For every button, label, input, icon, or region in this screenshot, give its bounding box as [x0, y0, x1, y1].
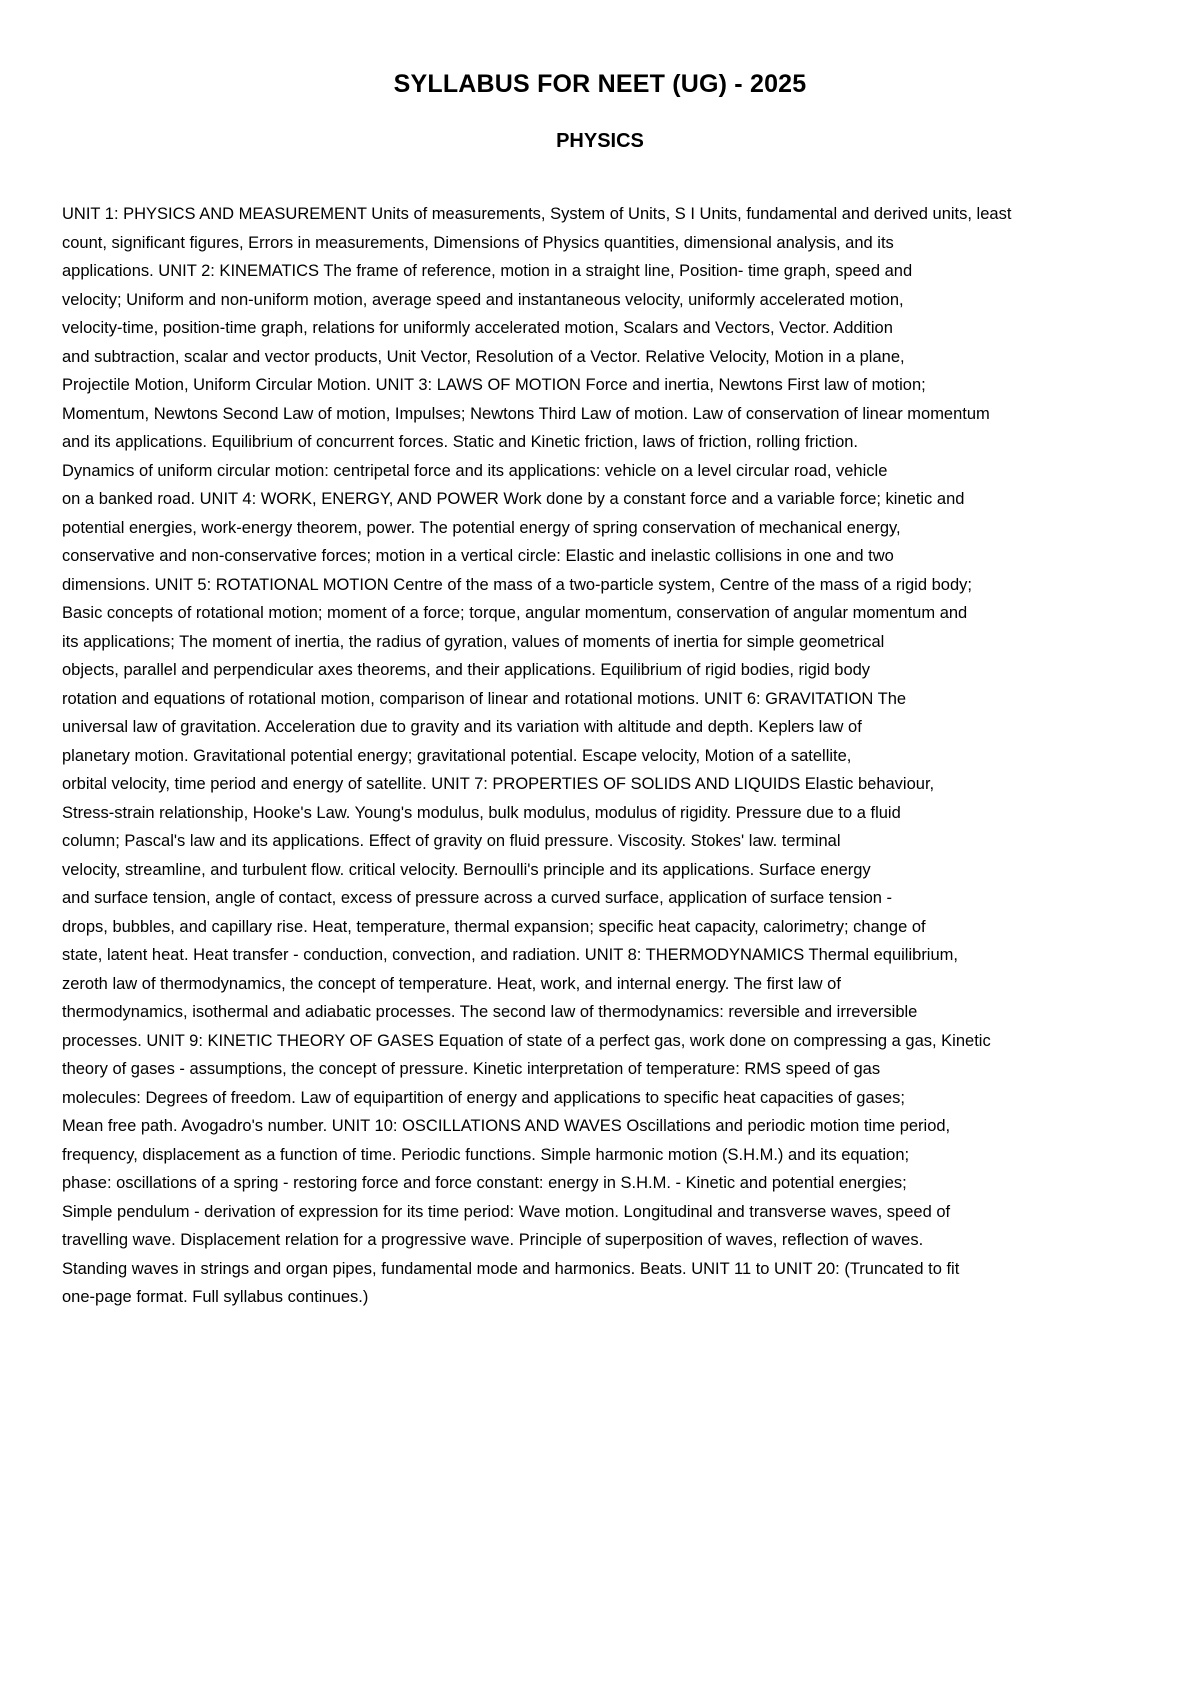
syllabus-line: molecules: Degrees of freedom. Law of equipartition of energy and applications to specific heat capacities of gases; [62, 1088, 905, 1107]
syllabus-line: Momentum, Newtons Second Law of motion, Impulses; Newtons Third Law of motion. Law of conservation of linear momentum [62, 404, 990, 423]
syllabus-line: conservative and non-conservative forces; motion in a vertical circle: Elastic and inelastic collisions in one and two [62, 547, 894, 565]
syllabus-line: Mean free path. Avogadro's number. UNIT 10: OSCILLATIONS AND WAVES Oscillations and periodic motion time period, [62, 1117, 951, 1135]
syllabus-line: state, latent heat. Heat transfer - conduction, convection, and radiation. UNIT 8: THERMODYNAMICS Thermal equilibrium, [62, 946, 958, 964]
syllabus-line: velocity, streamline, and turbulent flow. critical velocity. Bernoulli's principle and its applications. Surface energy [62, 860, 871, 879]
syllabus-line: universal law of gravitation. Acceleration due to gravity and its variation with altitude and depth. Keplers law of [62, 718, 862, 736]
syllabus-line: and its applications. Equilibrium of concurrent forces. Static and Kinetic friction, laws of friction, rolling friction. [62, 433, 859, 451]
syllabus-line: theory of gases - assumptions, the concept of pressure. Kinetic interpretation of temperature: RMS speed of gas [62, 1060, 881, 1078]
page-title: SYLLABUS FOR NEET (UG) - 2025 [393, 70, 807, 98]
syllabus-line: one-page format. Full syllabus continues.) [62, 1288, 369, 1306]
syllabus-line: and subtraction, scalar and vector products, Unit Vector, Resolution of a Vector. Relative Velocity, Motion in a plane, [62, 347, 905, 366]
syllabus-line: velocity-time, position-time graph, relations for uniformly accelerated motion, Scalars and Vectors, Vector. Addition [62, 319, 893, 337]
syllabus-line: Projectile Motion, Uniform Circular Motion. UNIT 3: LAWS OF MOTION Force and inertia, Newtons First law of motion; [62, 376, 926, 394]
syllabus-line: applications. UNIT 2: KINEMATICS The frame of reference, motion in a straight line, Position- time graph, speed and [62, 262, 913, 280]
syllabus-line: frequency, displacement as a function of time. Periodic functions. Simple harmonic motion (S.H.M.) and its equation; [62, 1145, 910, 1164]
syllabus-line: its applications; The moment of inertia, the radius of gyration, values of moments of inertia for simple geometrical [62, 632, 885, 651]
syllabus-line: phase: oscillations of a spring - restoring force and force constant: energy in S.H.M. - Kinetic and potential energies; [62, 1174, 907, 1192]
syllabus-line: count, significant figures, Errors in measurements, Dimensions of Physics quantities, dimensional analysis, and its [62, 233, 894, 252]
syllabus-line: orbital velocity, time period and energy of satellite. UNIT 7: PROPERTIES OF SOLIDS AND LIQUIDS Elastic behaviour, [62, 775, 935, 793]
syllabus-body [62, 200, 1142, 1312]
syllabus-line: velocity; Uniform and non-uniform motion, average speed and instantaneous velocity, uniformly accelerated motion, [62, 290, 904, 309]
syllabus-line: objects, parallel and perpendicular axes theorems, and their applications. Equilibrium of rigid bodies, rigid body [62, 661, 871, 679]
syllabus-line: Stress-strain relationship, Hooke's Law. Young's modulus, bulk modulus, modulus of rigidity. Pressure due to a fluid [62, 803, 901, 822]
syllabus-line: Basic concepts of rotational motion; moment of a force; torque, angular momentum, conservation of angular momentum and [62, 604, 968, 622]
syllabus-line: Standing waves in strings and organ pipes, fundamental mode and harmonics. Beats. UNIT 11 to UNIT 20: (Truncated to fit [62, 1259, 960, 1278]
syllabus-line: drops, bubbles, and capillary rise. Heat, temperature, thermal expansion; specific heat capacity, calorimetry; change of [62, 917, 926, 936]
syllabus-line: thermodynamics, isothermal and adiabatic processes. The second law of thermodynamics: reversible and irreversible [62, 1003, 918, 1021]
syllabus-line: on a banked road. UNIT 4: WORK, ENERGY, AND POWER Work done by a constant force and a variable force; kinetic and [62, 490, 965, 508]
subject-heading: PHYSICS [556, 130, 644, 152]
syllabus-line: planetary motion. Gravitational potential energy; gravitational potential. Escape velocity, Motion of a satellite, [62, 746, 852, 765]
syllabus-line: Simple pendulum - derivation of expression for its time period: Wave motion. Longitudinal and transverse waves, speed of [62, 1202, 951, 1221]
syllabus-line: zeroth law of thermodynamics, the concept of temperature. Heat, work, and internal energy. The first law of [62, 974, 841, 993]
syllabus-line: and surface tension, angle of contact, excess of pressure across a curved surface, application of surface tension - [62, 889, 893, 907]
syllabus-line: travelling wave. Displacement relation for a progressive wave. Principle of superposition of waves, reflection of waves. [62, 1231, 924, 1249]
syllabus-line: Dynamics of uniform circular motion: centripetal force and its applications: vehicle on a level circular road, vehicle [62, 461, 888, 480]
syllabus-line: column; Pascal's law and its applications. Effect of gravity on fluid pressure. Viscosity. Stokes' law. terminal [62, 832, 841, 850]
syllabus-line: potential energies, work-energy theorem, power. The potential energy of spring conservation of mechanical energy, [62, 518, 901, 537]
syllabus-line: dimensions. UNIT 5: ROTATIONAL MOTION Centre of the mass of a two-particle system, Centre of the mass of a rigid body; [62, 575, 972, 594]
syllabus-line: rotation and equations of rotational motion, comparison of linear and rotational motions. UNIT 6: GRAVITATION The [62, 689, 907, 708]
syllabus-line: processes. UNIT 9: KINETIC THEORY OF GASES Equation of state of a perfect gas, work done on compressing a gas, Kinetic [62, 1031, 991, 1050]
syllabus-line: UNIT 1: PHYSICS AND MEASUREMENT Units of measurements, System of Units, S I Units, fundamental and derived units, least [62, 205, 1012, 223]
